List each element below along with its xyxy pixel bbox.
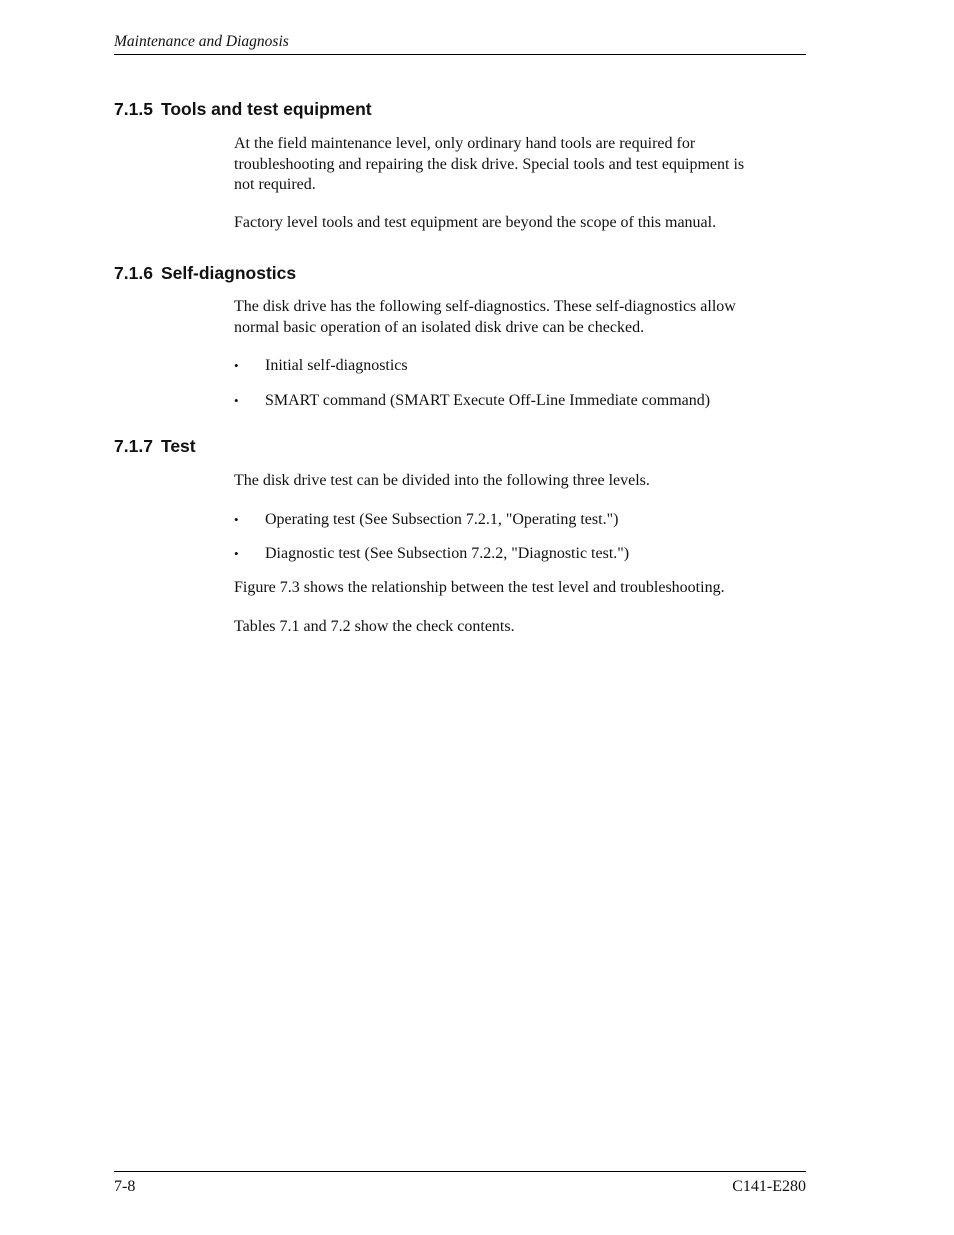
paragraph-line: The disk drive test can be divided into the following three levels. [234,472,650,489]
paragraph-figure-reference [234,578,794,599]
paragraph-test-levels-intro [234,471,794,492]
section-title: Self-diagnostics [160,263,297,283]
paragraph-line: not required. [234,176,316,193]
section-heading-tools-and-test-equipment [114,98,372,120]
bullet-icon: • [234,393,239,408]
document-code: C141-E280 [732,1178,806,1195]
paragraph-line: Tables 7.1 and 7.2 show the check contents. [234,618,515,635]
bullet-icon: • [234,512,239,527]
paragraph-line: normal basic operation of an isolated disk drive can be checked. [234,318,645,336]
paragraph-field-maintenance-tools [234,134,794,196]
running-header [114,32,806,55]
running-header-title: Maintenance and Diagnosis [114,33,289,50]
paragraph-line: troubleshooting and repairing the disk drive. Special tools and test equipment is [234,155,745,173]
paragraph-factory-level-tools [234,213,794,234]
list-item-text: Operating test (See Subsection 7.2.1, "Operating test.") [265,511,619,528]
paragraph-tables-reference [234,617,794,638]
paragraph-line: Figure 7.3 shows the relationship between the test level and troubleshooting. [234,579,725,596]
running-footer [114,1171,806,1202]
section-heading-self-diagnostics [114,262,296,284]
section-title: Test [160,436,196,456]
list-item-text: Initial self-diagnostics [265,357,408,374]
paragraph-line: Factory level tools and test equipment are beyond the scope of this manual. [234,214,717,231]
section-heading-test [114,435,196,457]
section-number: 7.1.6 [114,263,153,283]
bullet-icon: • [234,358,239,373]
paragraph-self-diagnostics-intro [234,297,794,338]
section-number: 7.1.5 [114,99,153,119]
list-item-text: SMART command (SMART Execute Off-Line Immediate command) [265,392,711,409]
paragraph-line: The disk drive has the following self-diagnostics. These self-diagnostics allow [234,298,736,315]
section-number: 7.1.7 [114,436,153,456]
bullet-icon: • [234,546,239,561]
page-number: 7-8 [114,1178,136,1195]
section-title: Tools and test equipment [160,99,372,119]
paragraph-line: At the field maintenance level, only ordinary hand tools are required for [234,135,696,152]
list-item-text: Diagnostic test (See Subsection 7.2.2, "Diagnostic test.") [265,545,630,562]
